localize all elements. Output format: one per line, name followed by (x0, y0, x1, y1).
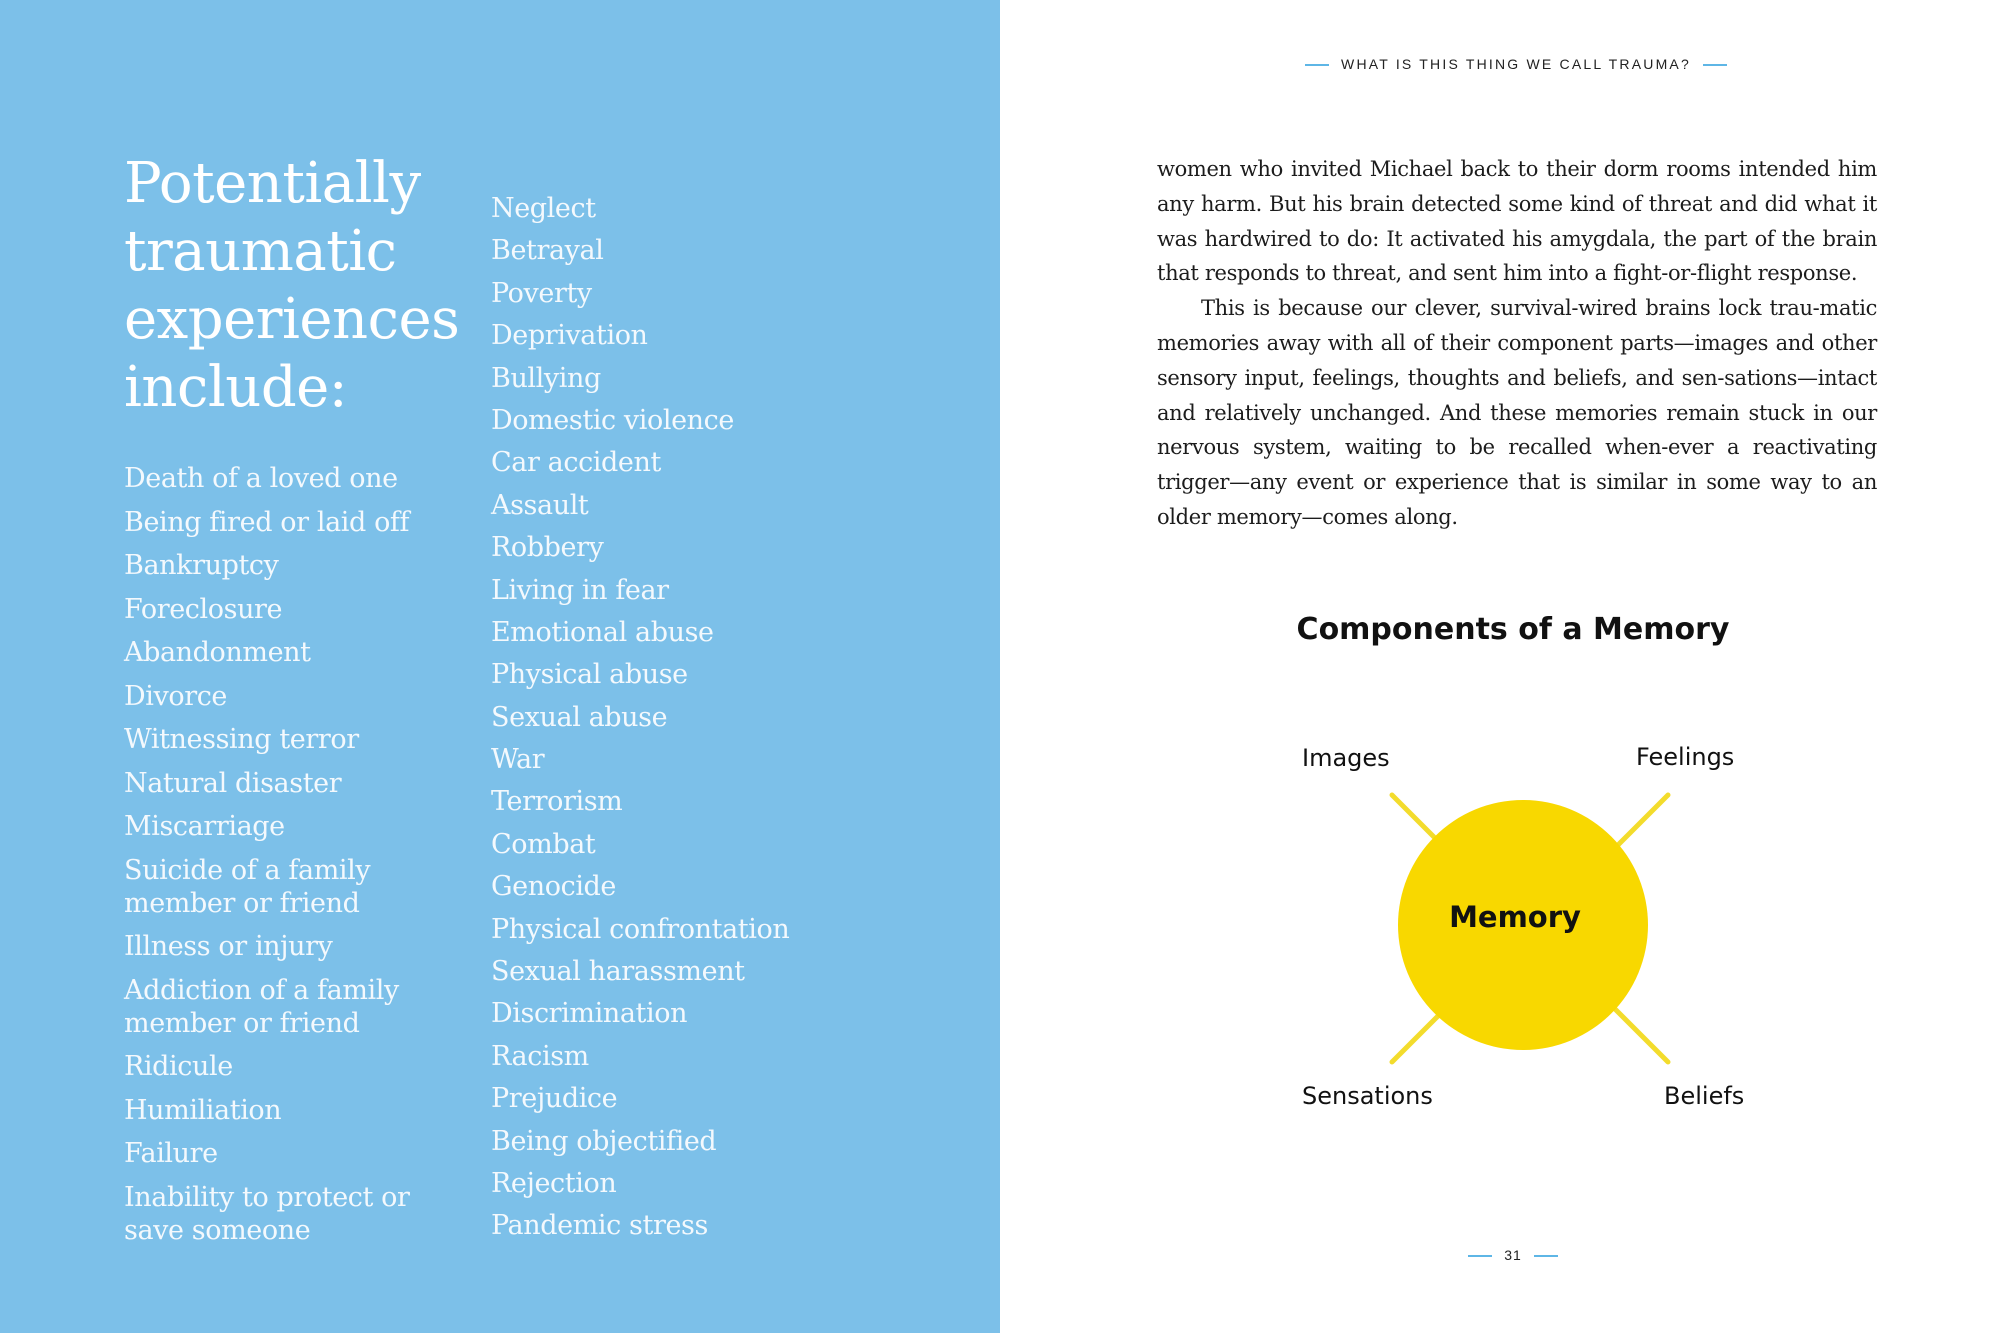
label-images: Images (1302, 744, 1390, 772)
list-item: Abandonment (124, 637, 311, 668)
list-item: Assault (491, 489, 589, 521)
memory-diagram (1000, 0, 2000, 1333)
list-item: Sexual abuse (491, 701, 668, 733)
list-item: Robbery (491, 532, 604, 564)
paragraph-1: women who invited Michael back to their dorm rooms intended him any harm. But his brain detected some kind of threat and did what it was hardwired to do: It activated his amygdala, the part of the brain that responds to threat, and sent him into a fight-or-flight response. (1157, 157, 1877, 286)
list-item: Failure (124, 1138, 218, 1169)
label-sensations: Sensations (1302, 1082, 1433, 1110)
list-heading: Potentially traumatic experiences include: (124, 151, 460, 420)
list-item: Deprivation (491, 320, 648, 352)
list-item: Neglect (491, 193, 596, 224)
folio-rule-right (1534, 1255, 1558, 1257)
figure-title: Components of a Memory (1296, 612, 1730, 647)
list-item: Physical abuse (491, 659, 688, 691)
list-item: Being fired or laid off (124, 506, 410, 538)
list-item: Combat (491, 828, 596, 860)
experiences-list-column-2 (491, 192, 851, 1252)
connector-top-right (1614, 795, 1668, 849)
list-item: Physical confrontation (491, 913, 790, 945)
list-item: Genocide (491, 871, 617, 903)
running-head-text: WHAT IS THIS THING WE CALL TRAUMA? (1341, 56, 1691, 72)
list-item: Racism (491, 1040, 589, 1072)
list-item: Illness or injury (124, 931, 333, 962)
list-item: Living in fear (491, 574, 669, 606)
list-item: Emotional abuse (491, 616, 714, 648)
list-item: War (491, 744, 545, 776)
list-item: Addiction of a family member or friend (124, 974, 399, 1039)
page-number (1013, 1247, 2000, 1263)
list-item: Poverty (491, 277, 592, 309)
memory-center-label: Memory (1449, 900, 1581, 934)
label-feelings: Feelings (1636, 743, 1735, 771)
label-beliefs: Beliefs (1664, 1082, 1745, 1110)
list-item: Sexual harassment (491, 956, 745, 988)
connector-bottom-right (1614, 1008, 1668, 1062)
list-item: Discrimination (491, 998, 688, 1030)
list-item: Bullying (491, 362, 601, 394)
list-item: Death of a loved one (124, 463, 398, 494)
list-item: Natural disaster (124, 767, 342, 799)
paragraph-2: This is because our clever, survival-wired brains lock trau-matic memories away with all of their component parts—images and other sensory input, feelings, thoughts and beliefs, and sen-sations—intact and relatively unchanged. And these memories remain stuck in our nervous system, waiting to be recalled when-ever a reactivating trigger—any event or experience that is similar in some way to an older memory—comes along. (1157, 296, 1877, 529)
list-item: Ridicule (124, 1051, 233, 1082)
list-item: Inability to protect or save someone (124, 1181, 410, 1246)
experiences-list-column-1 (124, 462, 454, 1257)
list-item: Divorce (124, 680, 227, 712)
list-item: Terrorism (491, 786, 623, 818)
list-item: Foreclosure (124, 593, 283, 625)
list-item: Betrayal (491, 235, 604, 267)
right-page (1000, 0, 2000, 1333)
list-item: Prejudice (491, 1083, 618, 1115)
list-item: Witnessing terror (124, 724, 359, 755)
page-number-text: 31 (1504, 1247, 1522, 1263)
list-item: Miscarriage (124, 811, 285, 842)
folio-rule-left (1468, 1255, 1492, 1257)
list-item: Domestic violence (491, 404, 734, 436)
list-item: Suicide of a family member or friend (124, 854, 371, 919)
list-item: Rejection (491, 1167, 617, 1199)
list-item: Bankruptcy (124, 550, 279, 581)
list-item: Humiliation (124, 1094, 282, 1126)
list-item: Car accident (491, 447, 661, 479)
list-item: Being objectified (491, 1125, 717, 1157)
list-item: Pandemic stress (491, 1210, 708, 1242)
